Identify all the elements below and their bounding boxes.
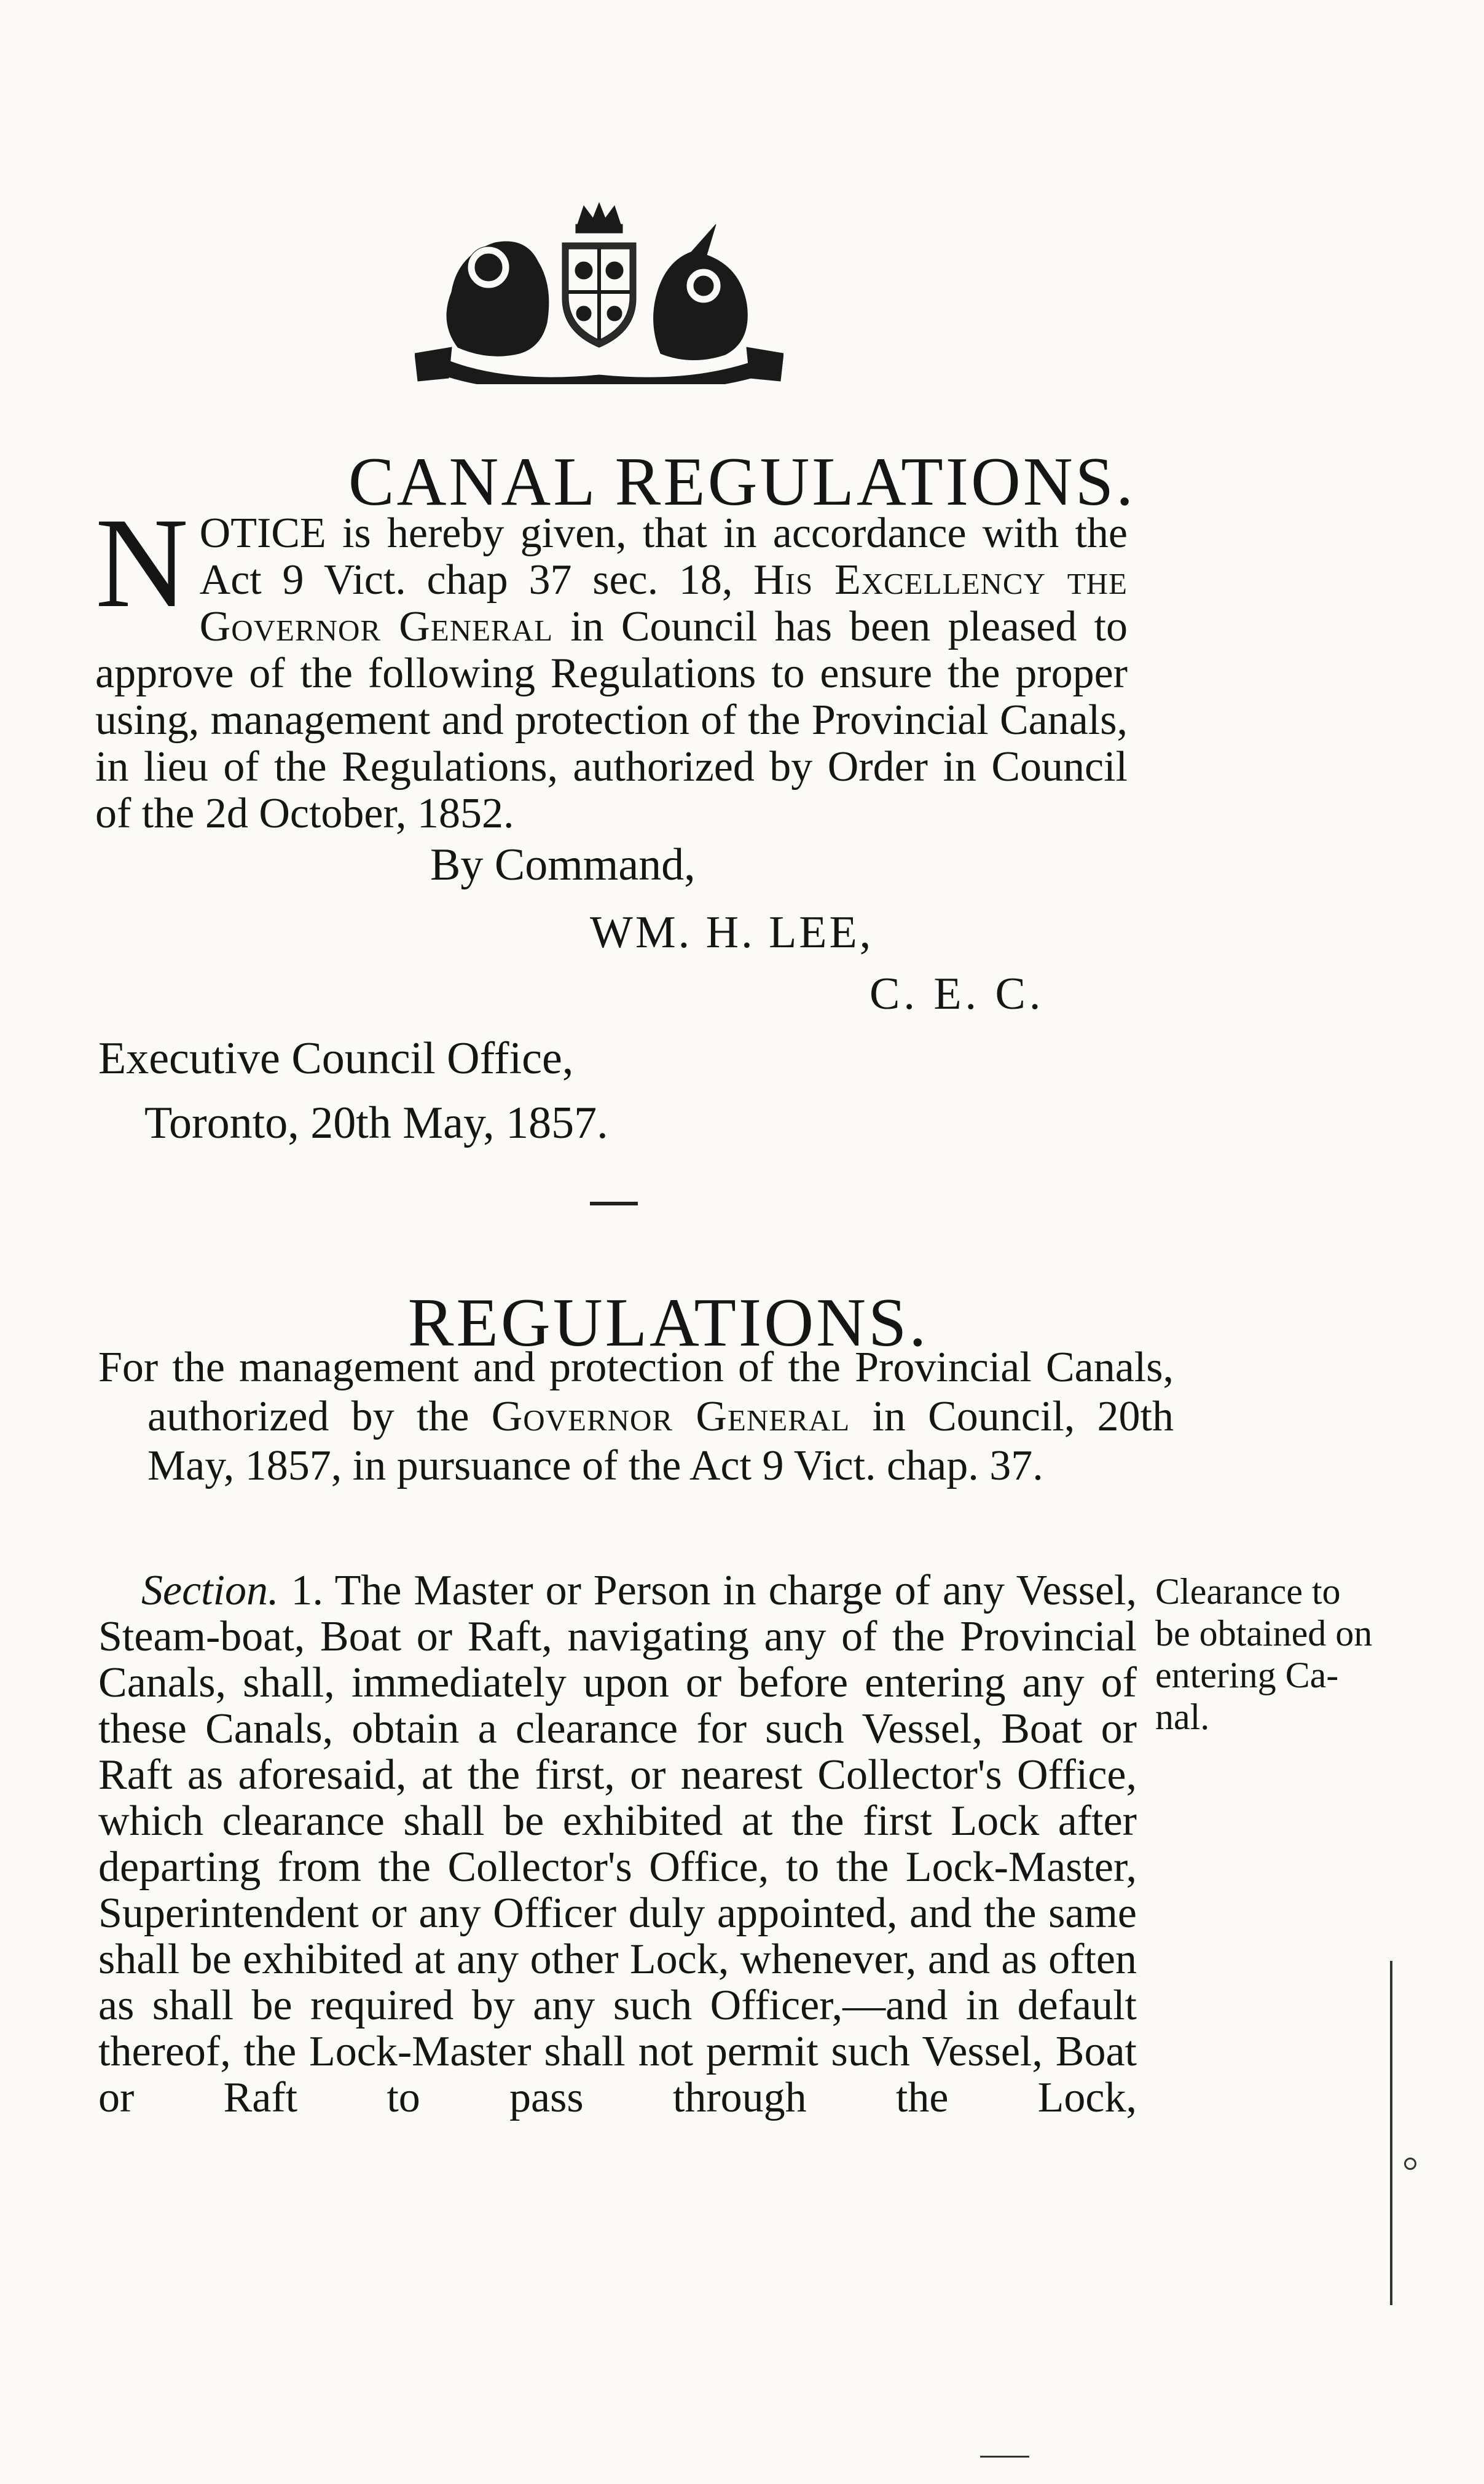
margin-note-line: be obtained on [1155,1613,1373,1654]
scan-artifact-line [980,2456,1029,2458]
section-number: 1. [291,1567,323,1614]
intro-text-1: For the management and protection of the Provincial Canals, authorized by the [98,1344,1174,1440]
section-1-paragraph [98,1567,1137,2121]
dateline: Toronto, 20th May, 1857. [144,1098,608,1148]
intro-paragraph [98,1343,1174,1491]
governor-general-text: Governor General [491,1393,850,1440]
notice-text-1: OTICE is hereby given, that in accordance with the Act 9 Vict. chap 37 sec. 18, [199,510,1128,604]
scan-artifact-line [1390,1961,1392,2305]
signer-name: WM. H. LEE, [590,907,874,958]
notice-paragraph [95,492,1128,837]
by-command-line: By Command, [430,840,696,890]
section-label: Section. [141,1567,279,1614]
margin-note-line: nal. [1155,1697,1210,1737]
drop-cap: N [95,492,189,634]
intro-text-2: in Council, 20th May, 1857, in pursuance of the Act 9 Vict. chap. 37. [147,1393,1174,1489]
margin-note-line: entering Ca- [1155,1655,1339,1695]
notice-text-2: in Council has been pleased to approve of the following Regulations to ensure the proper using, management and protection of the Provincial Canals, in lieu of the Regulations, authorized by Order in Council of the 2d October, 1852. [95,603,1128,837]
his-excellency-text: His Excellency the Governor General [199,556,1128,650]
office-line: Executive Council Office, [98,1033,574,1084]
scan-artifact-dot [1404,2158,1416,2170]
royal-crest-icon [415,200,783,384]
margin-note-line: Clearance to [1155,1571,1341,1612]
section-divider [590,1202,638,1205]
section-text: The Master or Person in charge of any Vessel, Steam-boat, Boat or Raft, navigating any of the Provincial Canals, shall, immediately upon or before entering any of these Canals, obtain a clearance for such Vessel, Boat or Raft as aforesaid, at the first, or nearest Collector's Office, which clearance shall be exhibited at the first Lock after departing from the Collector's Office, to the Lock-Master, Superintendent or any Officer duly appointed, and the same shall be exhibited at any other Lock, whenever, and as often as shall be required by any such Officer,—and in default thereof, the Lock-Master shall not permit such Vessel, Boat or Raft to pass through the Lock, [98,1567,1137,2121]
page-title: CANAL REGULATIONS. [348,444,1136,521]
margin-note [1155,1571,1413,1738]
regulations-heading: REGULATIONS. [407,1284,929,1361]
signer-title: C. E. C. [870,969,1045,1019]
